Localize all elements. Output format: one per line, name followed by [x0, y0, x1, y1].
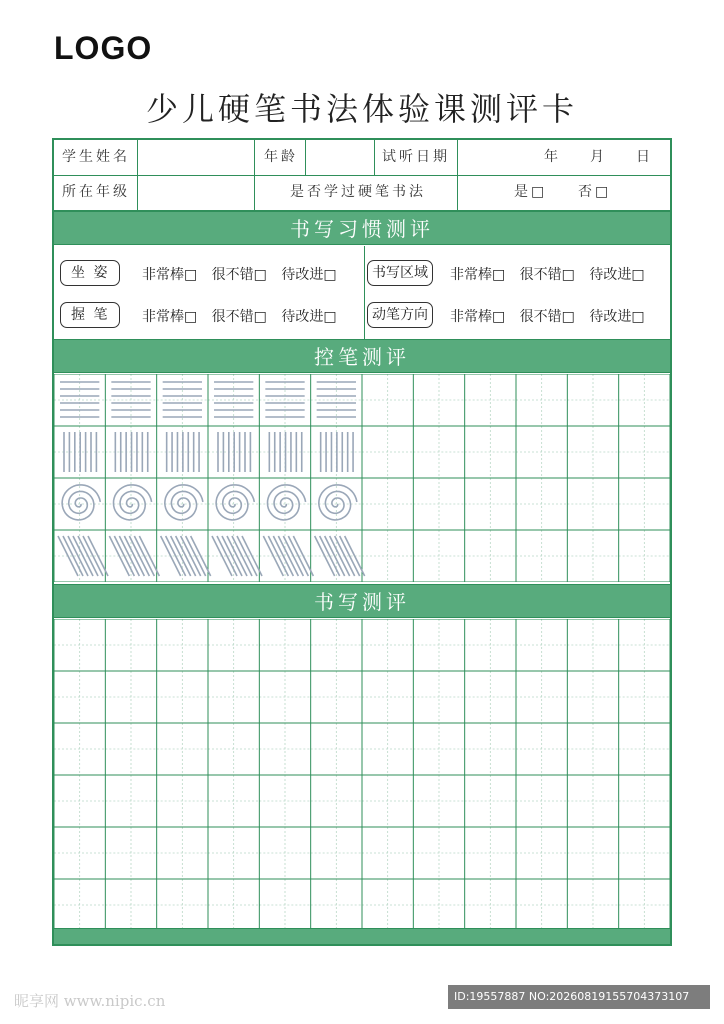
month-label: 月 — [590, 149, 607, 165]
direction-options[interactable]: 非常棒□ 很不错□ 待改进□ — [450, 309, 645, 325]
diagonal-strokes-pattern — [315, 536, 365, 576]
trial-date-label: 试听日期 — [382, 149, 450, 165]
spiral-pattern — [165, 485, 203, 520]
vertical-strokes-pattern — [115, 432, 147, 472]
diagonal-strokes-pattern — [109, 536, 159, 576]
writing-grid — [54, 619, 670, 931]
grip-options[interactable]: 非常棒□ 很不错□ 待改进□ — [142, 309, 337, 325]
vertical-strokes-pattern — [321, 432, 353, 472]
spiral-pattern — [62, 485, 100, 520]
spiral-pattern — [216, 485, 254, 520]
habits-section — [54, 246, 670, 339]
diagonal-strokes-pattern — [161, 536, 211, 576]
spiral-pattern — [268, 485, 306, 520]
vertical-strokes-pattern — [218, 432, 250, 472]
info-row-grade — [54, 175, 670, 211]
spiral-pattern — [114, 485, 152, 520]
writing-section-title: 书写测评 — [54, 584, 670, 618]
diagonal-strokes-pattern — [263, 536, 313, 576]
sitting-options[interactable]: 非常棒□ 很不错□ 待改进□ — [142, 267, 337, 283]
control-grid — [54, 374, 670, 582]
area-label: 书写区域 — [367, 260, 433, 286]
vertical-strokes-pattern — [269, 432, 301, 472]
card-footer-bar — [54, 928, 670, 944]
direction-label: 动笔方向 — [367, 302, 433, 328]
grip-label: 握 笔 — [60, 302, 120, 328]
habits-section-title: 书写习惯测评 — [54, 211, 670, 245]
no-checkbox[interactable]: 否□ — [578, 184, 612, 200]
watermark-left: 昵享网 www.nipic.cn — [14, 992, 166, 1010]
vertical-strokes-pattern — [64, 432, 96, 472]
watermark-right: ID:19557887 NO:20260819155704373107 — [448, 985, 710, 1009]
day-label: 日 — [636, 149, 653, 165]
diagonal-strokes-pattern — [212, 536, 262, 576]
control-section-title: 控笔测评 — [54, 339, 670, 373]
area-options[interactable]: 非常棒□ 很不错□ 待改进□ — [450, 267, 645, 283]
logo: LOGO — [54, 30, 153, 66]
grade-label: 所在年级 — [62, 184, 130, 200]
vertical-strokes-pattern — [167, 432, 199, 472]
spiral-pattern — [319, 485, 357, 520]
evaluation-card — [52, 138, 672, 946]
sitting-label: 坐 姿 — [60, 260, 120, 286]
diagonal-strokes-pattern — [58, 536, 108, 576]
page-title: 少儿硬笔书法体验课测评卡 — [145, 90, 578, 128]
info-row-name — [54, 140, 670, 176]
learned-label: 是否学过硬笔书法 — [290, 184, 426, 200]
yes-checkbox[interactable]: 是□ — [514, 184, 548, 200]
student-name-label: 学生姓名 — [62, 149, 130, 165]
age-label: 年龄 — [264, 149, 298, 165]
year-label: 年 — [544, 149, 561, 165]
